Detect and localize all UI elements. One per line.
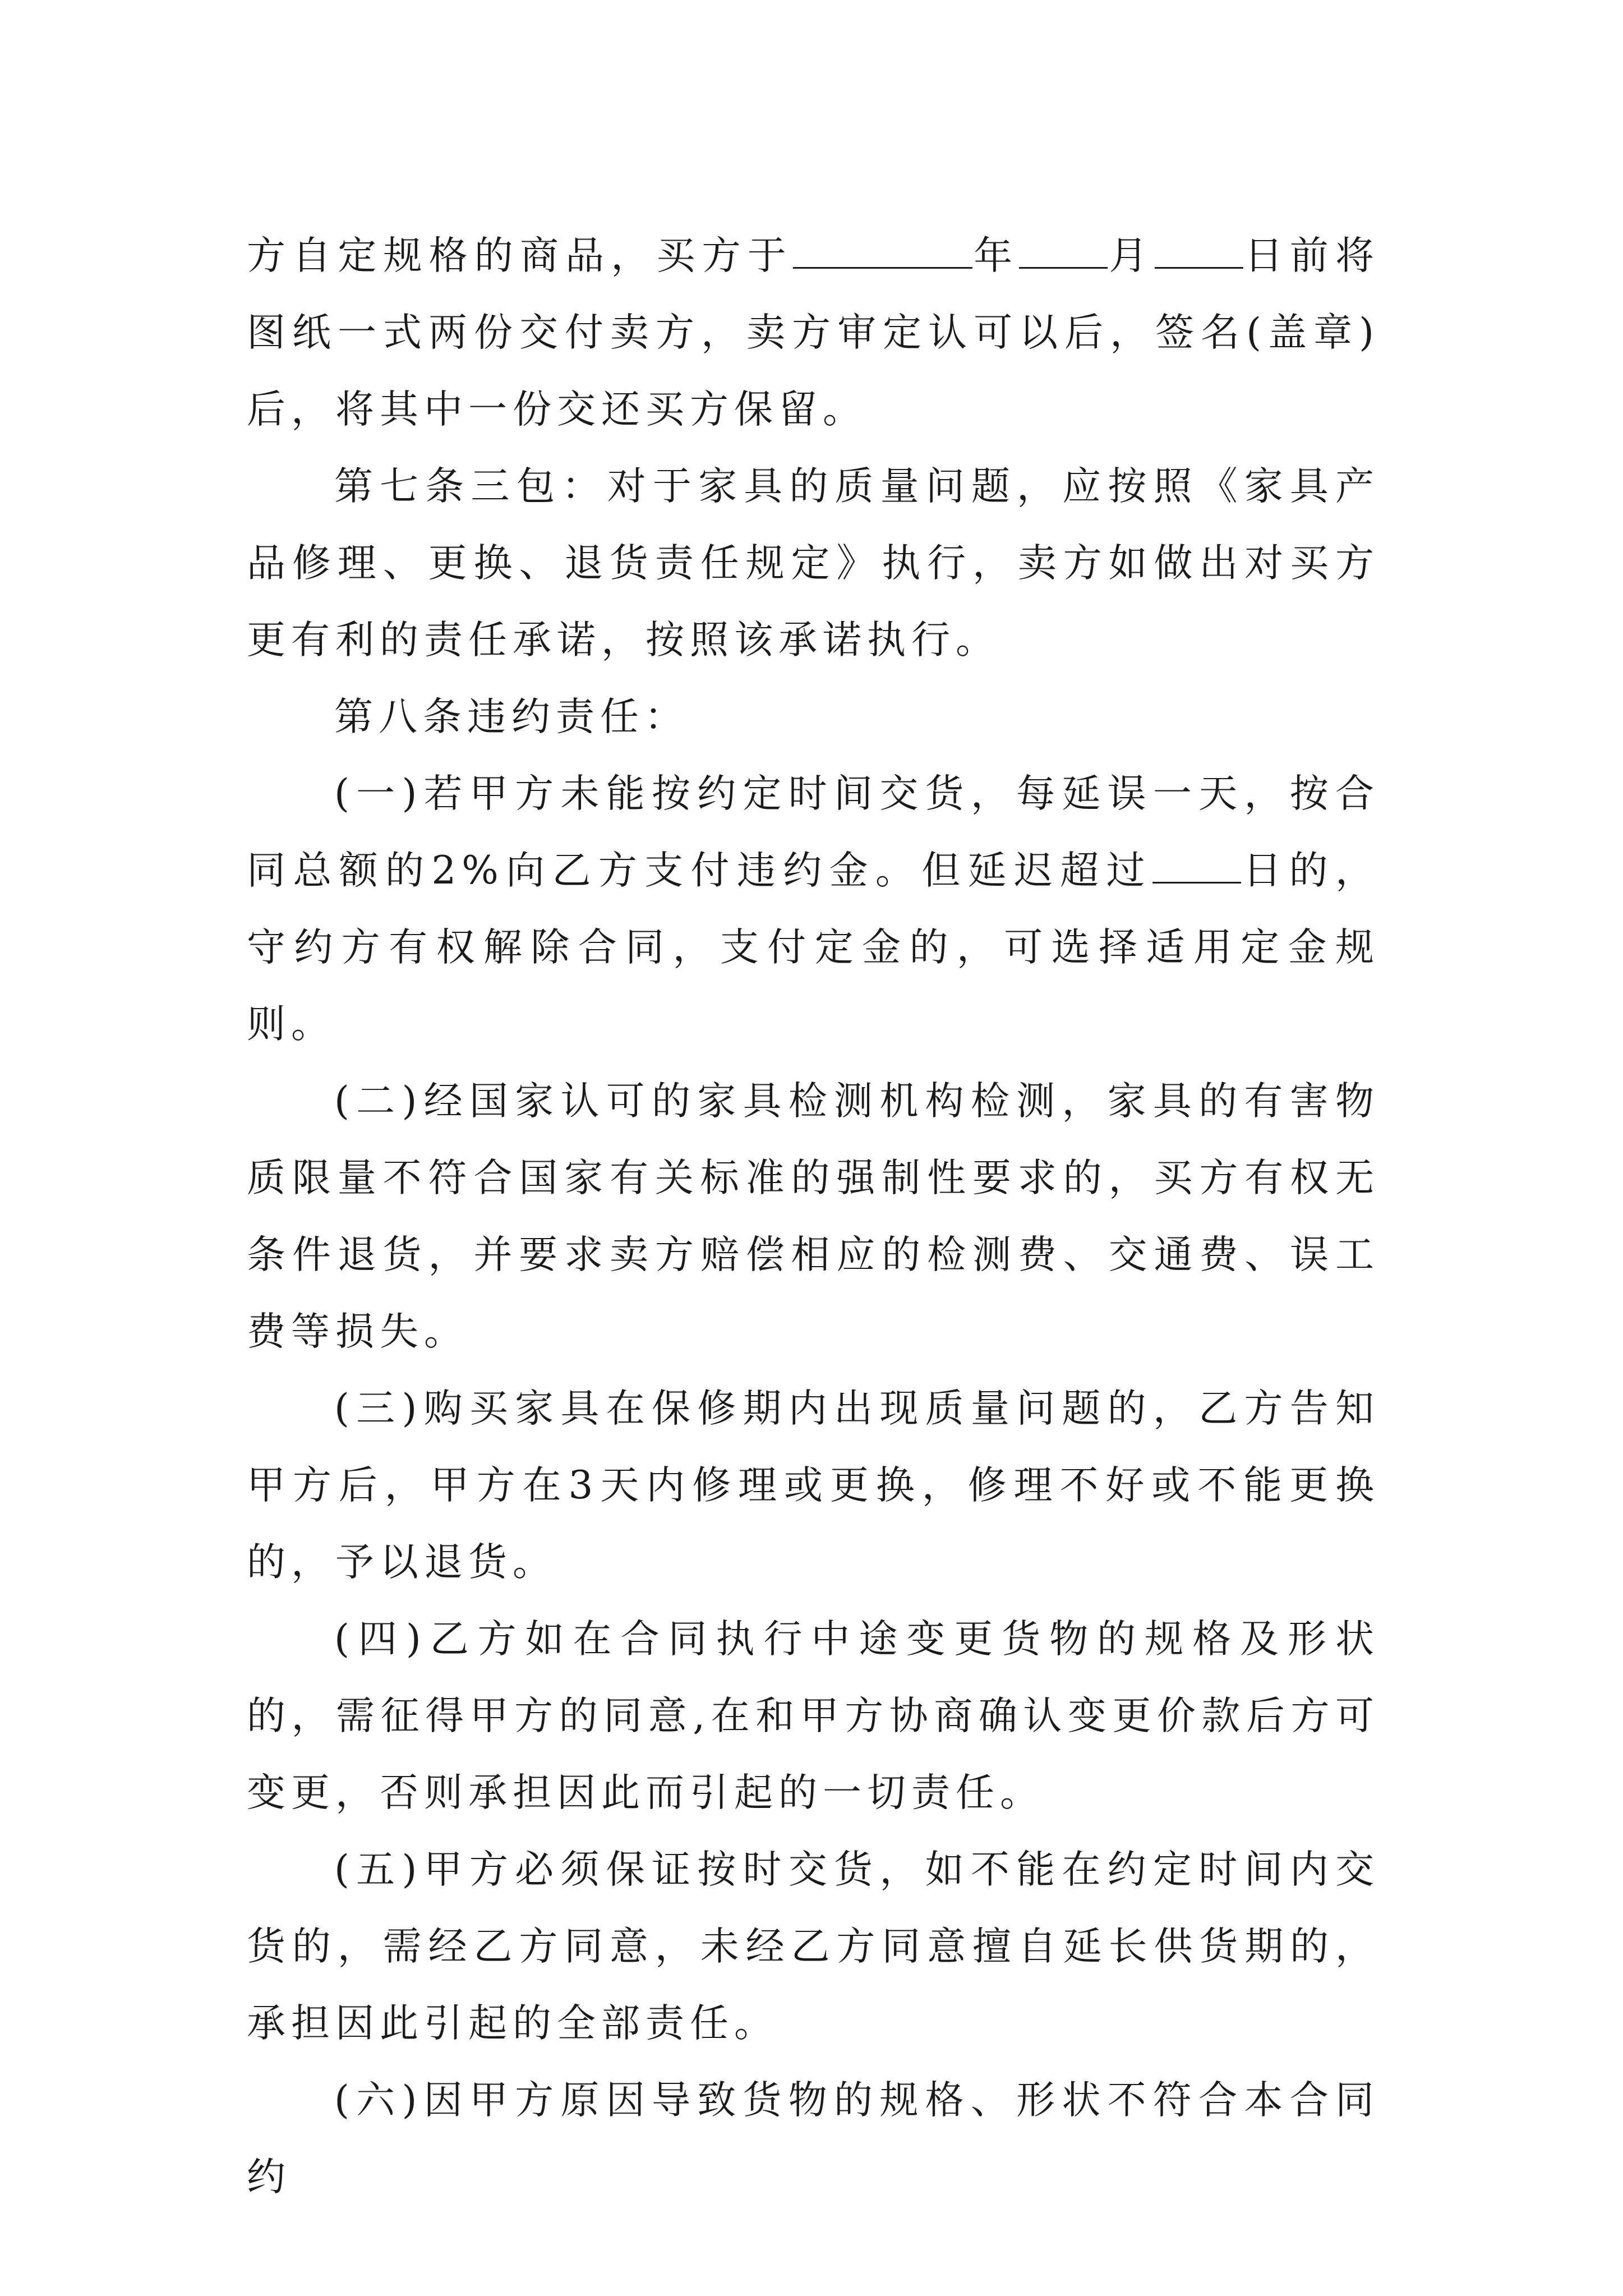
paragraph-drawing-delivery — [247, 218, 1380, 448]
text-segment: (一)若甲方未能按约定时间交货，每延误一天，按合同总额的2%向乙方支付违约金。但延迟超过 — [247, 771, 1380, 893]
blank-month-field — [1019, 233, 1108, 269]
text-segment: 年 — [972, 233, 1020, 278]
clause-5-on-time-delivery: (五)甲方必须保证按时交货，如不能在约定时间内交货的，需经乙方同意，未经乙方同意擅自延长供货期的，承担因此引起的全部责任。 — [247, 1847, 1380, 2046]
text-segment: 日前将图纸一式两份交付卖方，卖方审定认可以后，签名(盖章)后，将其中一份交还买方保留。 — [247, 233, 1380, 432]
clause-3-warranty-repair: (三)购买家具在保修期内出现质量问题的，乙方告知甲方后，甲方在3天内修理或更换，修理不好或不能更换的，予以退货。 — [247, 1386, 1380, 1585]
text-segment: 月 — [1108, 233, 1155, 278]
article-8-heading: 第八条违约责任： — [334, 694, 689, 739]
blank-days-field — [1152, 848, 1241, 884]
text-segment: 方自定规格的商品，买方于 — [247, 233, 793, 278]
clause-4-specification-change: (四)乙方如在合同执行中途变更货物的规格及形状的，需征得甲方的同意,在和甲方协商确认变更价款后方可变更，否则承担因此而引起的一切责任。 — [247, 1617, 1380, 1815]
contract-body — [247, 218, 1380, 2216]
blank-day-field — [1155, 233, 1243, 269]
article-7-warranty: 第七条三包：对于家具的质量问题，应按照《家具产品修理、更换、退货责任规定》执行，卖方如做出对买方更有利的责任承诺，按照该承诺执行。 — [247, 464, 1380, 662]
blank-year-field — [793, 233, 972, 269]
clause-2-hazardous-substances: (二)经国家认可的家具检测机构检测，家具的有害物质限量不符合国家有关标准的强制性要求的，买方有权无条件退货，并要求卖方赔偿相应的检测费、交通费、误工费等损失。 — [247, 1079, 1380, 1354]
text-segment: 日的，守约方有权解除合同，支付定金的，可选择适用定金规则。 — [247, 848, 1380, 1047]
clause-6-nonconformity: (六)因甲方原因导致货物的规格、形状不符合本合同约 — [247, 2078, 1380, 2200]
clause-1-late-delivery — [247, 756, 1380, 1063]
